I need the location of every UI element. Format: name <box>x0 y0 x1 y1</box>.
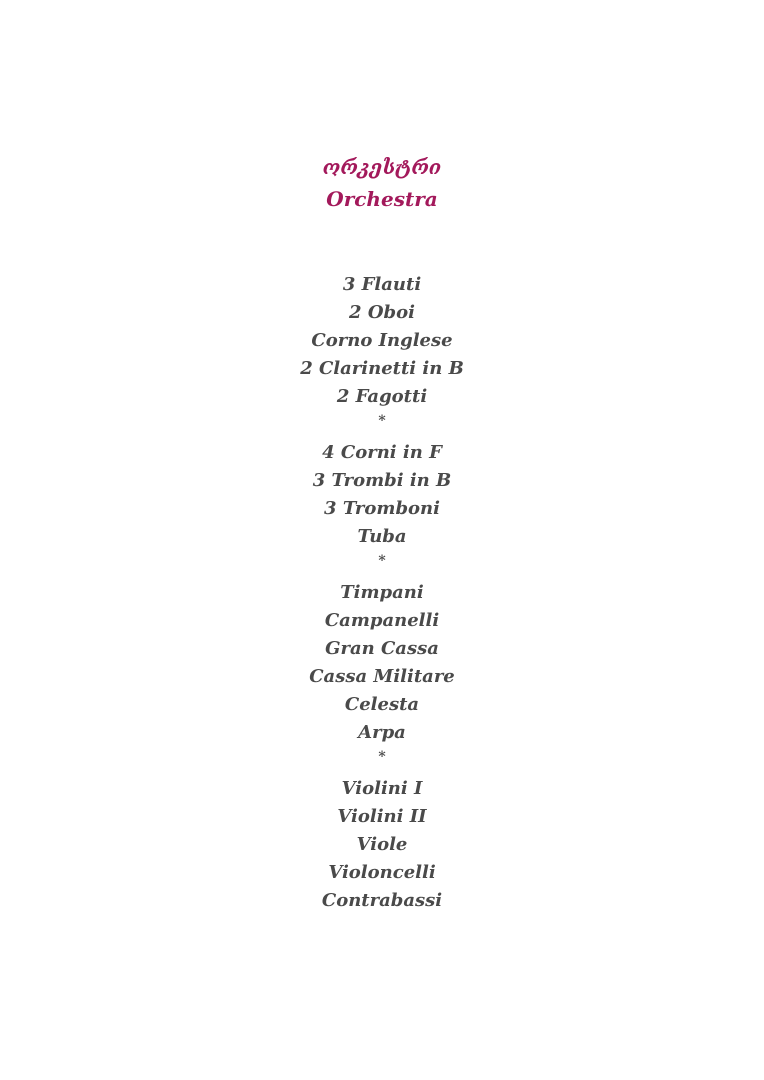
instrument-string: Violoncelli <box>328 862 436 883</box>
title-english: Orchestra <box>326 187 438 211</box>
instrument-brass: 4 Corni in F <box>322 442 442 463</box>
instrument-percussion: Arpa <box>358 722 406 743</box>
instrument-percussion: Gran Cassa <box>325 638 439 659</box>
instrument-brass: 3 Trombi in B <box>312 470 452 491</box>
instrument-percussion: Cassa Militare <box>309 666 455 687</box>
instrument-brass: 3 Tromboni <box>324 498 440 519</box>
instrument-woodwind: Corno Inglese <box>311 330 453 351</box>
instrument-woodwind: 3 Flauti <box>342 274 422 295</box>
instrument-string: Viole <box>356 834 408 855</box>
title-georgian: ორკესტრი <box>322 155 442 179</box>
instrument-string: Violini II <box>337 806 427 827</box>
instrument-brass: Tuba <box>357 526 407 547</box>
instrument-list <box>0 271 764 915</box>
section-separator: * <box>378 749 386 765</box>
instrument-string: Contrabassi <box>321 890 443 911</box>
instrument-percussion: Campanelli <box>324 610 440 631</box>
instrument-woodwind: 2 Fagotti <box>336 386 428 407</box>
section-separator: * <box>378 553 386 569</box>
section-separator: * <box>378 413 386 429</box>
instrument-string: Violini I <box>341 778 423 799</box>
instrument-percussion: Timpani <box>340 582 424 603</box>
instrument-woodwind: 2 Clarinetti in B <box>300 358 464 379</box>
instrument-percussion: Celesta <box>344 694 420 715</box>
instrument-woodwind: 2 Oboi <box>349 302 415 323</box>
